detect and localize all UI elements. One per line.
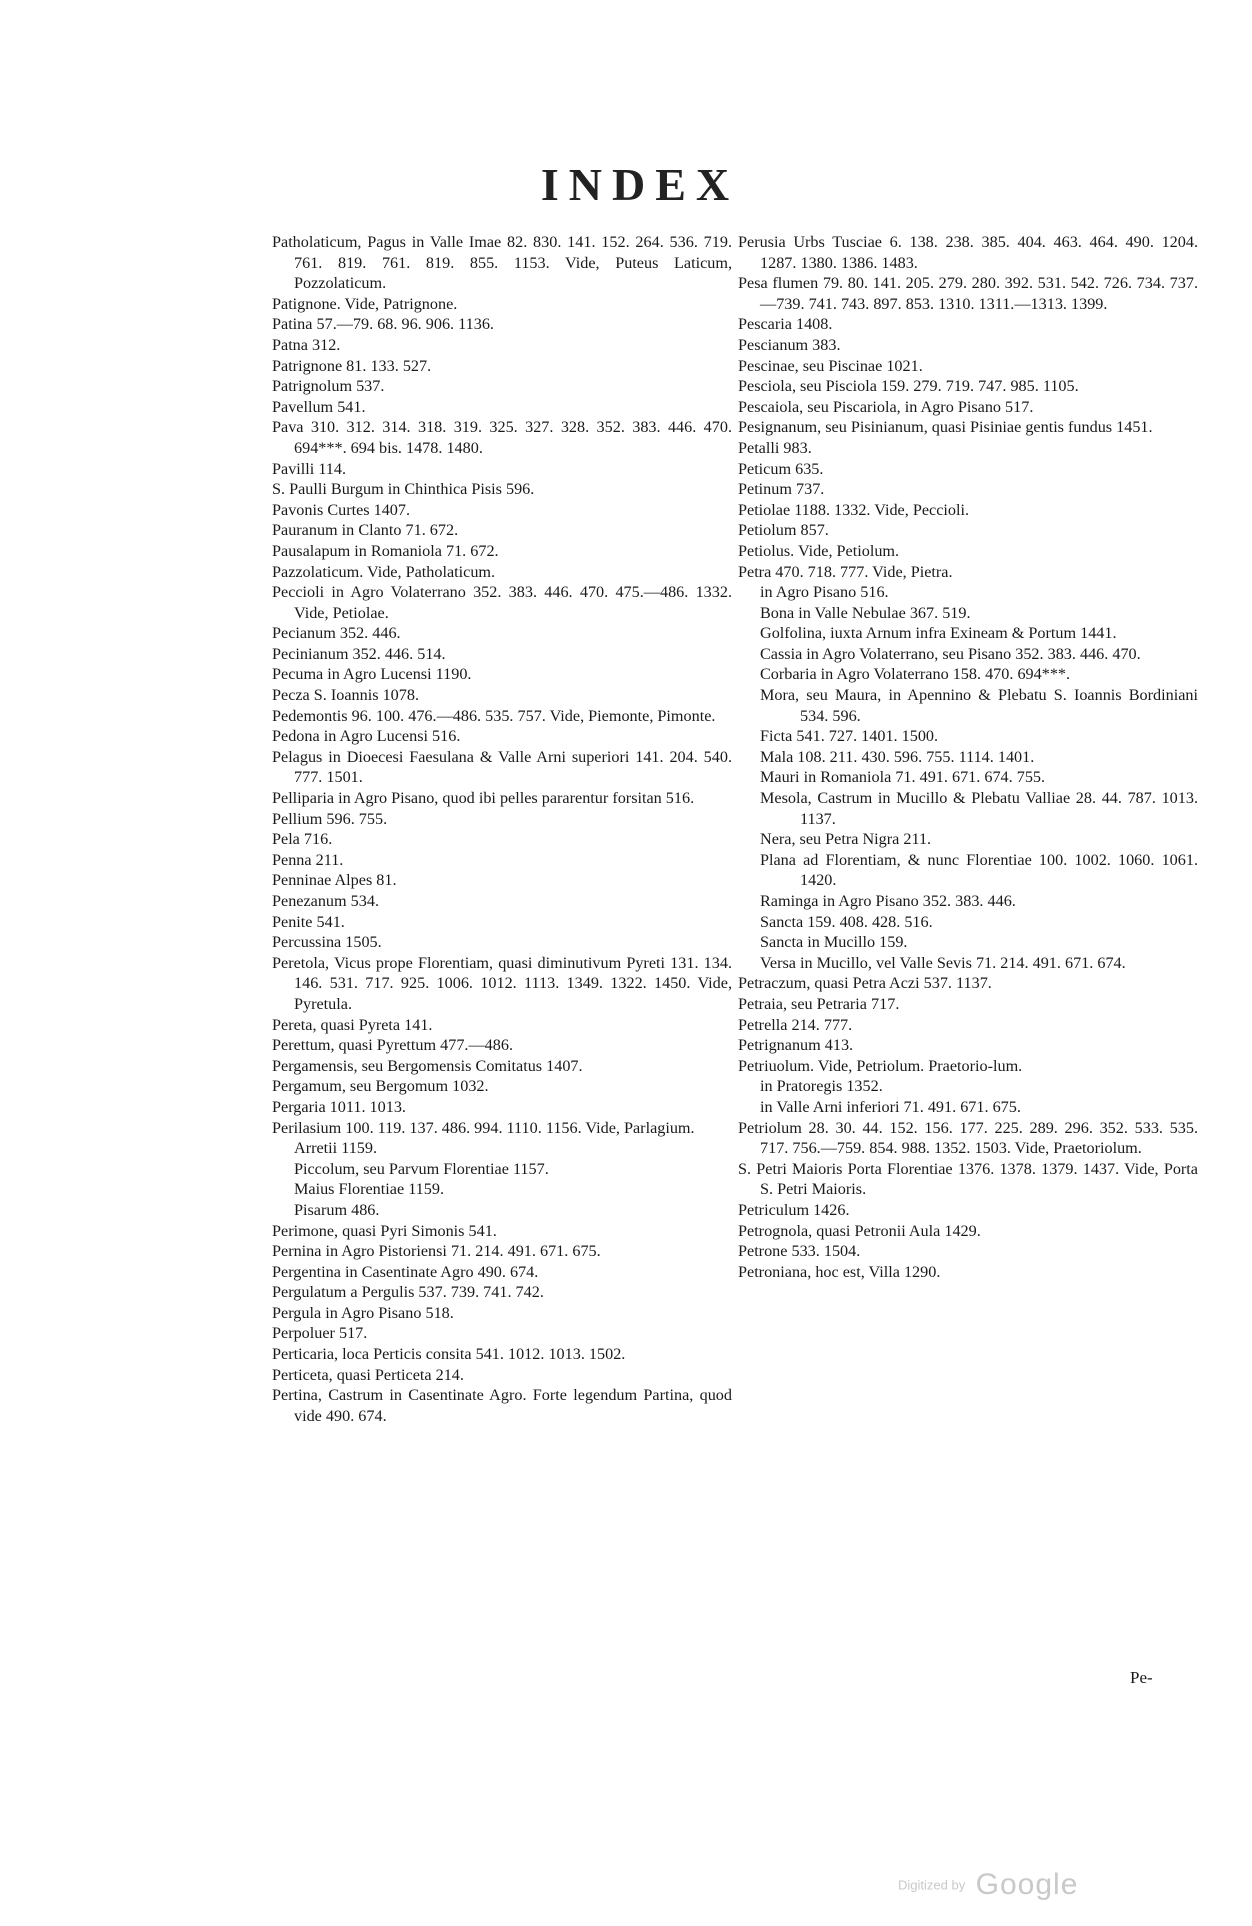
index-entry: Pavilli 114. [272, 459, 347, 478]
index-subentry: Mesola, Castrum in Mucillo & Plebatu Valliae 28. 44. 787. 1013. 1137. [760, 789, 1198, 828]
index-entry: Pereta, quasi Pyreta 141. [272, 1015, 433, 1034]
index-entry: Pernina in Agro Pistoriensi 71. 214. 491. 671. 675. [272, 1242, 601, 1261]
index-entry: Patrignolum 537. [272, 377, 385, 396]
index-entry: Percussina 1505. [272, 933, 382, 952]
index-subentry: Raminga in Agro Pisano 352. 383. 446. [760, 892, 1016, 910]
index-entry: Pavellum 541. [272, 397, 366, 416]
index-subentry: Sancta 159. 408. 428. 516. [760, 912, 933, 931]
index-entry: Pescaria 1408. [738, 315, 833, 334]
index-subentry: Sancta in Mucillo 159. [760, 933, 908, 952]
index-entry: Petroniana, hoc est, Villa 1290. [738, 1262, 941, 1281]
index-entry: Patrignone 81. 133. 527. [272, 356, 432, 375]
index-subentry: Ficta 541. 727. 1401. 1500. [760, 727, 939, 746]
index-subentry: Bona in Valle Nebulae 367. 519. [760, 603, 971, 622]
index-entry: Pecinianum 352. 446. 514. [272, 644, 446, 663]
index-entry: Pesciola, seu Pisciola 159. 279. 719. 747. 985. 1105. [738, 377, 1079, 396]
index-subentry: Arretii 1159. [294, 1139, 378, 1158]
index-entry: Petalli 983. [738, 438, 812, 457]
index-entry: Petriuolum. Vide, Petriolum. Praetorio-lum. [738, 1056, 1023, 1075]
index-subentry: Cassia in Agro Volaterrano, seu Pisano 352. 383. 446. 470. [760, 644, 1141, 663]
index-entry: Petiolae 1188. 1332. Vide, Peccioli. [738, 500, 970, 519]
watermark-brand: Google [975, 1868, 1079, 1901]
index-entry: Petriolum 28. 30. 44. 152. 156. 177. 225. 289. 296. 352. 533. 535. 717. 756.—759. 854. 988. 1352. 1503. Vide, Praetoriolum. [738, 1118, 1198, 1158]
index-entry: Pecianum 352. 446. [272, 624, 401, 643]
index-entry: Pescinae, seu Piscinae 1021. [738, 356, 923, 375]
index-entry: Petraia, seu Petraria 717. [738, 994, 900, 1013]
index-column-left [272, 232, 732, 1426]
index-entry: Pelagus in Dioecesi Faesulana & Valle Arni superiori 141. 204. 540. 777. 1501. [272, 747, 732, 787]
index-entry: Petrognola, quasi Petronii Aula 1429. [738, 1221, 981, 1240]
index-entry: Peretola, Vicus prope Florentiam, quasi diminutivum Pyreti 131. 134. 146. 531. 717. 925. 1006. 1012. 1113. 1349. 1322. 1450. Vide, Pyretula. [272, 953, 732, 1013]
index-entry: Peticum 635. [738, 459, 824, 478]
index-entry: Petiolum 857. [738, 521, 829, 540]
index-entry: Patholaticum, Pagus in Valle Imae 82. 830. 141. 152. 264. 536. 719. 761. 819. 761. 819. 855. 1153. Vide, Puteus Laticum, Pozzolaticum. [272, 233, 732, 293]
index-entry: Peccioli in Agro Volaterrano 352. 383. 446. 470. 475.—486. 1332. Vide, Petiolae. [272, 583, 732, 622]
index-entry: Petra 470. 718. 777. Vide, Pietra. [738, 562, 953, 581]
catchword: Pe- [1130, 1668, 1153, 1687]
index-subentry: Versa in Mucillo, vel Valle Sevis 71. 214. 491. 671. 674. [760, 953, 1126, 972]
index-entry: Pavonis Curtes 1407. [272, 500, 411, 519]
index-entry: Pescianum 383. [738, 335, 841, 354]
index-entry: Pesignanum, seu Pisinianum, quasi Pisiniae gentis fundus 1451. [738, 418, 1153, 437]
index-entry: Pertina, Castrum in Casentinate Agro. Forte legendum Partina, quod vide 490. 674. [272, 1386, 732, 1425]
index-subentry: Piccolum, seu Parvum Florentiae 1157. [294, 1159, 549, 1178]
index-subentry: in Pratoregis 1352. [760, 1077, 883, 1096]
index-entry: Perticeta, quasi Perticeta 214. [272, 1365, 464, 1384]
index-column-right [738, 232, 1198, 1282]
index-subentry: Mora, seu Maura, in Apennino & Plebatu S. Ioannis Bordiniani 534. 596. [760, 686, 1198, 725]
index-entry: Pellium 596. 755. [272, 809, 388, 828]
index-entry: Perimone, quasi Pyri Simonis 541. [272, 1221, 497, 1240]
page-header: INDEX [540, 159, 740, 210]
index-entry: Pausalapum in Romaniola 71. 672. [272, 541, 499, 560]
index-entry: Pelliparia in Agro Pisano, quod ibi pelles pararentur forsitan 516. [272, 789, 695, 808]
index-entry: Pergamensis, seu Bergomensis Comitatus 1407. [272, 1056, 583, 1075]
index-subentry: Nera, seu Petra Nigra 211. [760, 830, 932, 849]
index-entry: Pecza S. Ioannis 1078. [272, 686, 420, 705]
index-entry: Patna 312. [272, 335, 341, 354]
index-entry: Pescaiola, seu Piscariola, in Agro Pisano 517. [738, 397, 1034, 416]
index-subentry: Pisarum 486. [294, 1200, 380, 1219]
index-subentry: Corbaria in Agro Volaterrano 158. 470. 694***. [760, 665, 1071, 684]
index-entry: Pergulatum a Pergulis 537. 739. 741. 742. [272, 1283, 544, 1302]
index-entry: Penite 541. [272, 912, 345, 931]
index-entry: Pauranum in Clanto 71. 672. [272, 521, 459, 540]
index-entry: Pergaria 1011. 1013. [272, 1097, 406, 1116]
index-subentry: Plana ad Florentiam, & nunc Florentiae 100. 1002. 1060. 1061. 1420. [760, 850, 1198, 890]
index-entry: Penezanum 534. [272, 892, 379, 910]
index-subentry: in Valle Arni inferiori 71. 491. 671. 675. [760, 1097, 1021, 1116]
index-subentry: Mauri in Romaniola 71. 491. 671. 674. 755. [760, 768, 1046, 787]
index-entry: Petrignanum 413. [738, 1036, 854, 1055]
index-entry: Perettum, quasi Pyrettum 477.—486. [272, 1036, 513, 1055]
index-entry: Petrella 214. 777. [738, 1015, 853, 1034]
index-entry: Petinum 737. [738, 480, 825, 499]
index-entry: Perpoluer 517. [272, 1324, 368, 1343]
digitized-watermark [898, 1868, 1078, 1902]
index-entry: Perticaria, loca Perticis consita 541. 1012. 1013. 1502. [272, 1345, 626, 1364]
index-entry: Perusia Urbs Tusciae 6. 138. 238. 385. 404. 463. 464. 490. 1204. 1287. 1380. 1386. 1483. [738, 233, 1198, 272]
index-entry: Pesa flumen 79. 80. 141. 205. 279. 280. 392. 531. 542. 726. 734. 737.—739. 741. 743. 897. 853. 1310. 1311.—1313. 1399. [738, 274, 1198, 313]
index-subentry: Mala 108. 211. 430. 596. 755. 1114. 1401. [760, 747, 1035, 766]
index-entry: Pergula in Agro Pisano 518. [272, 1303, 454, 1322]
index-entry: Pazzolaticum. Vide, Patholaticum. [272, 562, 496, 581]
index-entry: S. Paulli Burgum in Chinthica Pisis 596. [272, 480, 535, 499]
index-entry: Petraczum, quasi Petra Aczi 537. 1137. [738, 974, 992, 993]
watermark-prefix: Digitized by [898, 1877, 966, 1893]
index-entry: Pava 310. 312. 314. 318. 319. 325. 327. 328. 352. 383. 446. 470. 694***. 694 bis. 1478. 1480. [272, 418, 732, 457]
index-entry: Pedemontis 96. 100. 476.—486. 535. 757. Vide, Piemonte, Pimonte. [272, 706, 716, 725]
index-entry: S. Petri Maioris Porta Florentiae 1376. 1378. 1379. 1437. Vide, Porta S. Petri Maioris. [738, 1159, 1198, 1199]
index-entry: Pecuma in Agro Lucensi 1190. [272, 665, 472, 684]
index-entry: Pergentina in Casentinate Agro 490. 674. [272, 1262, 539, 1281]
index-entry: Pedona in Agro Lucensi 516. [272, 727, 461, 746]
index-entry: Pergamum, seu Bergomum 1032. [272, 1077, 489, 1096]
index-entry: Perilasium 100. 119. 137. 486. 994. 1110. 1156. Vide, Parlagium. [272, 1118, 695, 1137]
index-entry: Penna 211. [272, 850, 344, 869]
index-entry: Penninae Alpes 81. [272, 871, 397, 890]
index-entry: Petriculum 1426. [738, 1200, 850, 1219]
index-entry: Pela 716. [272, 830, 333, 849]
index-subentry: Golfolina, iuxta Arnum infra Exineam & Portum 1441. [760, 624, 1117, 643]
index-entry: Patina 57.—79. 68. 96. 906. 1136. [272, 315, 494, 334]
index-entry: Patignone. Vide, Patrignone. [272, 294, 458, 313]
index-entry: Petrone 533. 1504. [738, 1242, 861, 1261]
index-entry: Petiolus. Vide, Petiolum. [738, 541, 900, 560]
index-subentry: Maius Florentiae 1159. [294, 1180, 445, 1199]
index-subentry: in Agro Pisano 516. [760, 583, 889, 602]
